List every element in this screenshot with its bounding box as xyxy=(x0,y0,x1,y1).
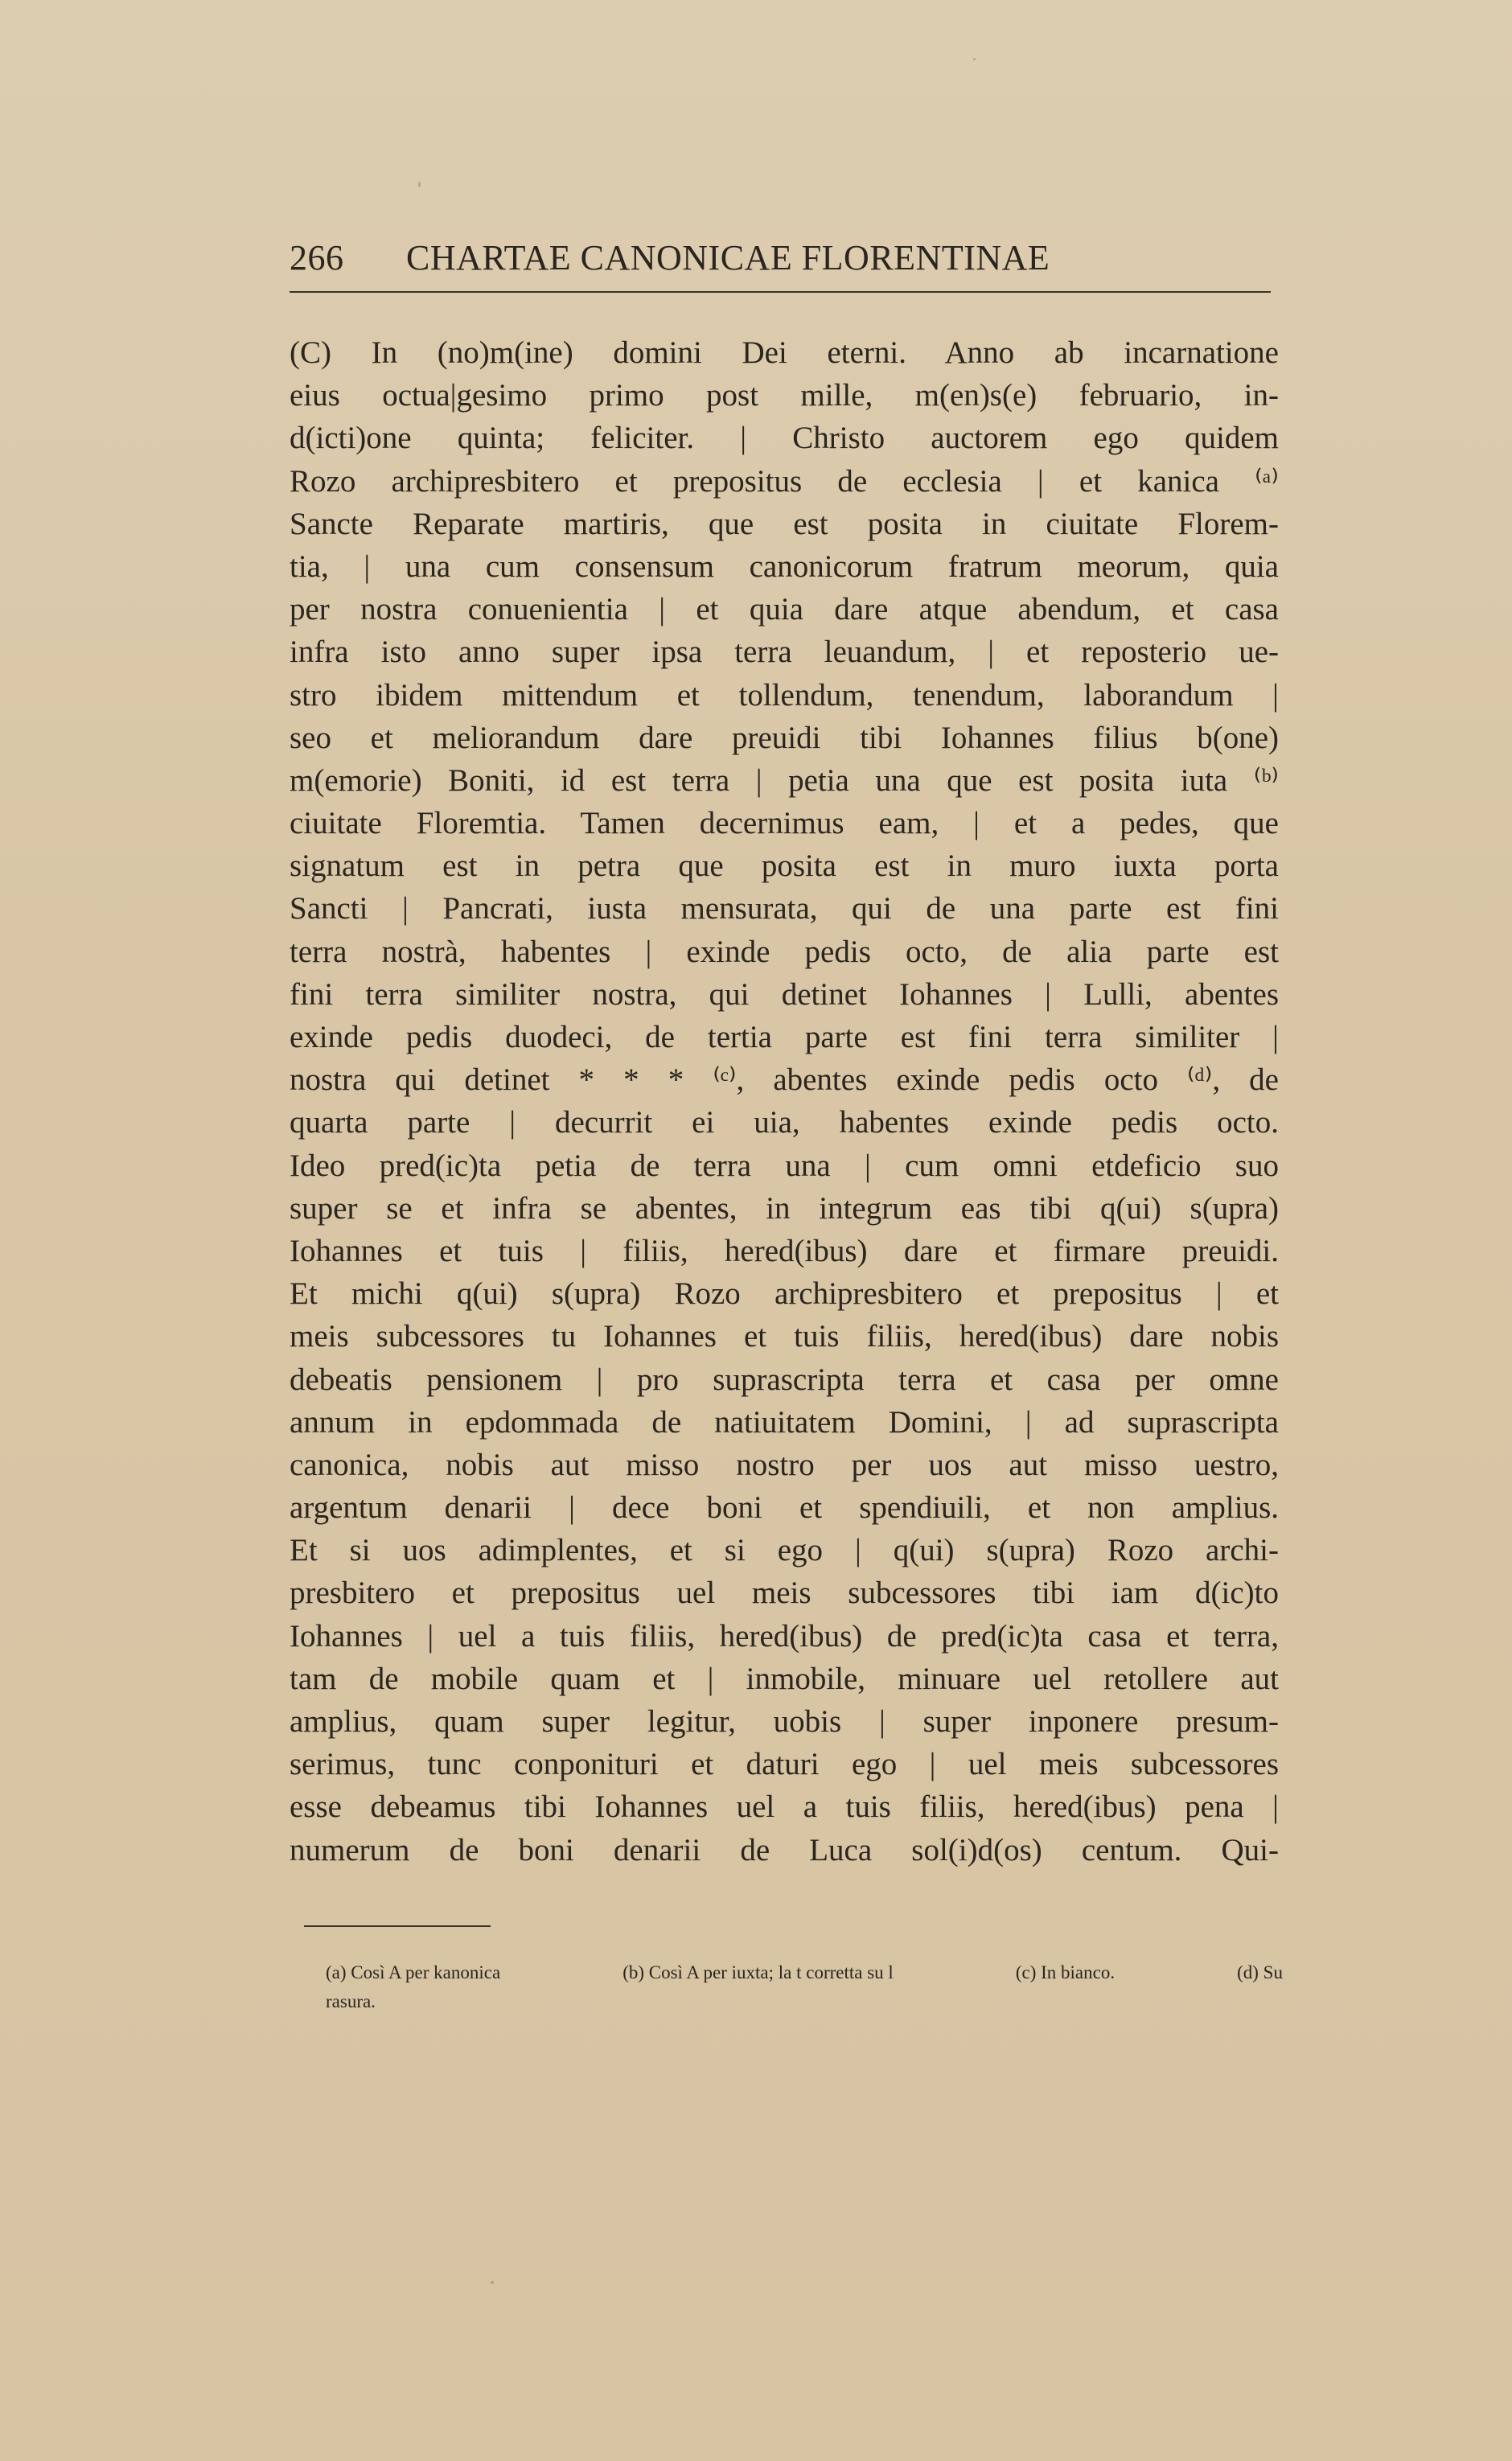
text-line: Sancti | Pancrati, iusta mensurata, qui de una parte est fini xyxy=(290,891,1279,926)
text-line: infra isto anno super ipsa terra leuandum, | et reposterio ue- xyxy=(290,635,1279,670)
text-line: Rozo archipresbitero et prepositus de ecclesia | et kanica ⁽ᵃ⁾ xyxy=(290,463,1279,499)
paper-speck xyxy=(491,2281,494,2284)
text-line: super se et infra se abentes, in integrum eas tibi q(ui) s(upra) xyxy=(290,1190,1279,1226)
text-line: tia, | una cum consensum canonicorum fratrum meorum, quia xyxy=(290,548,1279,584)
text-line: esse debeamus tibi Iohannes uel a tuis filiis, hered(ibus) pena | xyxy=(290,1789,1279,1825)
text-line: Et michi q(ui) s(upra) Rozo archipresbitero et prepositus | et xyxy=(290,1276,1279,1312)
running-header xyxy=(290,237,1311,294)
text-line: ciuitate Floremtia. Tamen decernimus eam, | et a pedes, que xyxy=(290,806,1279,841)
page-number: 266 xyxy=(290,238,344,277)
text-line: argentum denarii | dece boni et spendiuili, et non amplius. xyxy=(290,1490,1279,1526)
text-line: (C) In (no)m(ine) domini Dei eterni. Anno ab incarnatione xyxy=(290,335,1279,370)
paper-speck xyxy=(973,58,976,60)
text-line: numerum de boni denarii de Luca sol(i)d(os) centum. Qui- xyxy=(290,1832,1279,1867)
text-line: exinde pedis duodeci, de tertia parte est fini terra similiter | xyxy=(290,1020,1279,1054)
text-line: signatum est in petra que posita est in muro iuxta porta xyxy=(290,848,1279,884)
charter-text xyxy=(290,331,1279,1871)
footnotes xyxy=(326,1958,1283,2016)
text-line: tam de mobile quam et | inmobile, minuare uel retollere aut xyxy=(290,1661,1279,1696)
text-line: m(emorie) Boniti, id est terra | petia una que est posita iuta ⁽ᵇ⁾ xyxy=(290,762,1279,798)
header-rule xyxy=(290,291,1271,293)
text-line: debeatis pensionem | pro suprascripta terra et casa per omne xyxy=(290,1362,1279,1397)
text-line: meis subcessores tu Iohannes et tuis filiis, hered(ibus) dare nobis xyxy=(290,1319,1279,1354)
text-line: Iohannes et tuis | filiis, hered(ibus) dare et firmare preuidi. xyxy=(290,1233,1279,1268)
text-line: amplius, quam super legitur, uobis | super inponere presum- xyxy=(290,1704,1279,1739)
text-line: seo et meliorandum dare preuidi tibi Iohannes filius b(one) xyxy=(290,720,1279,755)
text-line: Et si uos adimplentes, et si ego | q(ui) s(upra) Rozo archi- xyxy=(290,1533,1279,1568)
footnote-d-continuation: rasura. xyxy=(326,1991,376,2011)
text-line: eius octua|gesimo primo post mille, m(en)s(e) februario, in- xyxy=(290,378,1279,413)
text-line: Ideo pred(ic)ta petia de terra una | cum omni etdeficio suo xyxy=(290,1148,1279,1183)
footnote-row xyxy=(326,1958,1283,1987)
text-line: Sancte Reparate martiris, que est posita in ciuitate Florem- xyxy=(290,506,1279,541)
text-line: d(icti)one quinta; feliciter. | Christo auctorem ego quidem xyxy=(290,421,1279,456)
footnote-a: (a) Così A per kanonica xyxy=(326,1962,501,1982)
paper-speck xyxy=(418,182,421,187)
text-line: serimus, tunc conponituri et daturi ego | uel meis subcessores xyxy=(290,1747,1279,1782)
footnote-c: (c) In bianco. xyxy=(1015,1962,1116,1982)
footnote-b: (b) Così A per iuxta; la t corretta su l xyxy=(622,1962,894,1982)
text-line: stro ibidem mittendum et tollendum, tenendum, laborandum | xyxy=(290,677,1279,713)
text-line: nostra qui detinet * * * ⁽ᶜ⁾, abentes exinde pedis octo ⁽ᵈ⁾, de xyxy=(290,1062,1279,1098)
footnote-d: (d) Su xyxy=(1237,1962,1283,1982)
text-line: canonica, nobis aut misso nostro per uos aut misso uestro, xyxy=(290,1447,1279,1482)
footnote-rule xyxy=(304,1925,491,1927)
text-line: fini terra similiter nostra, qui detinet Iohannes | Lulli, abentes xyxy=(290,976,1279,1012)
text-line: annum in epdommada de natiuitatem Domini, | ad suprascripta xyxy=(290,1404,1279,1440)
text-line: quarta parte | decurrit ei uia, habentes exinde pedis octo. xyxy=(290,1105,1279,1140)
text-line: terra nostrà, habentes | exinde pedis octo, de alia parte est xyxy=(290,934,1279,969)
text-line: per nostra conuenientia | et quia dare atque abendum, et casa xyxy=(290,592,1279,627)
text-line: Iohannes | uel a tuis filiis, hered(ibus) de pred(ic)ta casa et terra, xyxy=(290,1618,1279,1654)
running-title: CHARTAE CANONICAE FLORENTINAE xyxy=(406,238,1050,277)
text-line: presbitero et prepositus uel meis subcessores tibi iam d(ic)to xyxy=(290,1576,1279,1611)
